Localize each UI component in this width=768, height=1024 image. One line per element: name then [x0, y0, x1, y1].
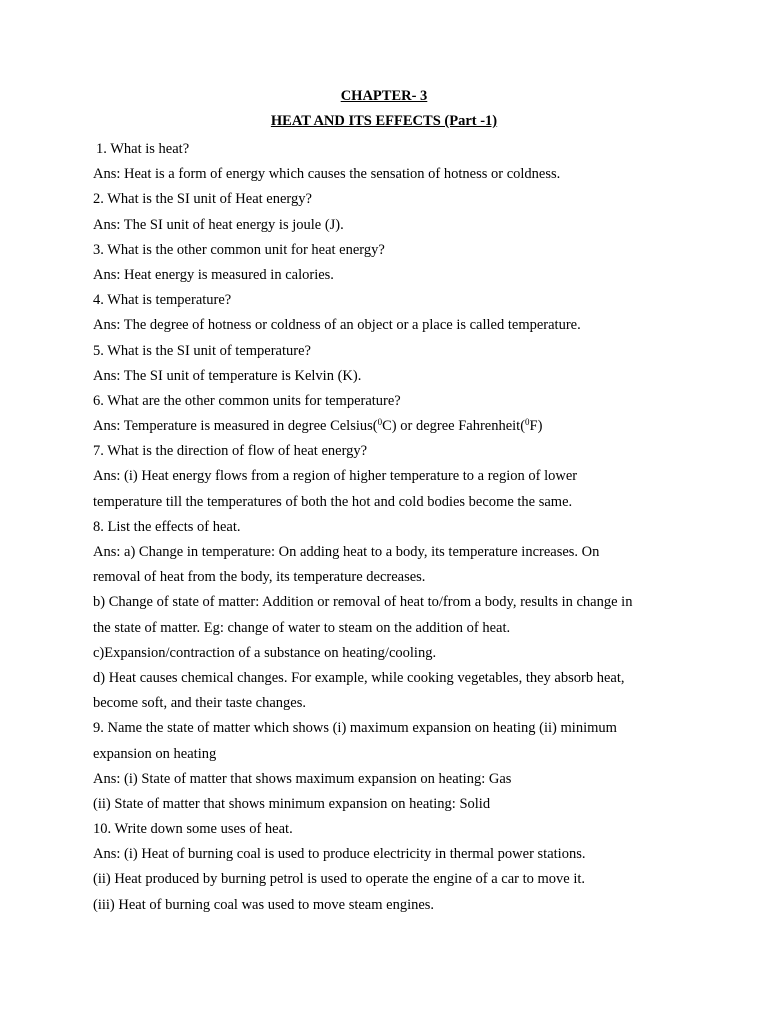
text-line: become soft, and their taste changes.: [93, 695, 306, 712]
text-line: Ans: The degree of hotness or coldness of an object or a place is called temperature.: [93, 317, 581, 334]
text-line: 6. What are the other common units for temperature?: [93, 392, 401, 409]
text-line: Ans: a) Change in temperature: On adding heat to a body, its temperature increases. On: [93, 544, 600, 560]
text-line: [93, 414, 693, 439]
text-line: 8. List the effects of heat.: [93, 518, 241, 535]
text-line: 9. Name the state of matter which shows (i) maximum expansion on heating (ii) minimum: [93, 720, 617, 737]
text-line: Ans: The SI unit of heat energy is joule (J).: [93, 216, 344, 233]
degree-superscript: 0: [377, 417, 383, 428]
text-line: Ans: (i) Heat energy flows from a region of higher temperature to a region of lower: [93, 468, 578, 485]
text-line: (iii) Heat of burning coal was used to move steam engines.: [93, 896, 435, 913]
text-line: removal of heat from the body, its temperature decreases.: [93, 569, 426, 586]
text-line: the state of matter. Eg: change of water to steam on the addition of heat.: [93, 619, 511, 636]
text-line: Ans: Heat energy is measured in calories.: [93, 266, 334, 283]
text-line: Ans: (i) Heat of burning coal is used to produce electricity in thermal power stations.: [93, 846, 586, 863]
text-line: Ans: (i) State of matter that shows maximum expansion on heating: Gas: [93, 770, 512, 787]
text-line: (ii) Heat produced by burning petrol is used to operate the engine of a car to move it.: [93, 871, 586, 888]
text-segment: F): [529, 418, 543, 435]
text-segment: Ans: Temperature is measured in degree Celsius(: [93, 418, 378, 435]
text-line: expansion on heating: [93, 745, 217, 762]
text-line: 1. What is heat?: [96, 141, 190, 157]
section-title: HEAT AND ITS EFFECTS (Part -1): [270, 113, 498, 129]
text-line: 4. What is temperature?: [93, 292, 232, 309]
text-line: temperature till the temperatures of both the hot and cold bodies become the same.: [93, 493, 573, 510]
text-line: (ii) State of matter that shows minimum expansion on heating: Solid: [93, 795, 491, 812]
text-line: 5. What is the SI unit of temperature?: [93, 342, 311, 359]
text-line: 3. What is the other common unit for heat energy?: [93, 241, 385, 258]
chapter-title: CHAPTER- 3: [340, 88, 428, 104]
text-line: b) Change of state of matter: Addition or removal of heat to/from a body, results in change in: [93, 594, 633, 611]
text-segment: C) or degree Fahrenheit(: [382, 418, 526, 435]
text-line: 10. Write down some uses of heat.: [93, 821, 293, 838]
text-line: 7. What is the direction of flow of heat energy?: [93, 443, 368, 460]
text-line: c)Expansion/contraction of a substance on heating/cooling.: [93, 644, 437, 661]
text-line: 2. What is the SI unit of Heat energy?: [93, 191, 312, 208]
text-line: Ans: The SI unit of temperature is Kelvin (K).: [93, 367, 362, 384]
text-line: d) Heat causes chemical changes. For example, while cooking vegetables, they absorb heat,: [93, 669, 625, 686]
text-line: Ans: Heat is a form of energy which causes the sensation of hotness or coldness.: [93, 166, 561, 183]
degree-superscript: 0: [525, 417, 530, 428]
body-text: [93, 137, 693, 918]
